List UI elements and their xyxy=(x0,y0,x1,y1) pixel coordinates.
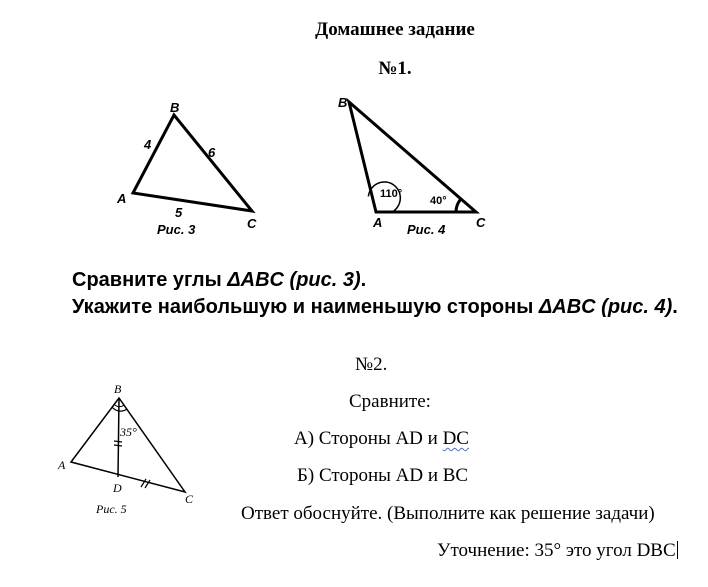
triangle-abc-fig5 xyxy=(71,398,185,492)
fig3-side-ac: 5 xyxy=(175,205,183,220)
task2-justify: Ответ обоснуйте. (Выполните как решение задачи) xyxy=(241,503,655,524)
task2-clarification-line xyxy=(437,540,678,562)
segment-bd xyxy=(118,398,119,477)
task2-item-a-dc: DC xyxy=(442,428,469,449)
task1-instruction-1 xyxy=(72,268,366,292)
triangle-abc-fig3 xyxy=(133,115,252,211)
task1-line1-triangle: ΔABC xyxy=(227,269,284,291)
fig4-vertex-a: A xyxy=(373,215,383,230)
task1-line2-triangle: ΔABC xyxy=(538,296,596,318)
fig3-vertex-b: B xyxy=(170,100,180,115)
fig5-vertex-a: A xyxy=(58,458,66,472)
fig3-vertex-a: A xyxy=(117,191,127,206)
task1-line1-prefix: Сравните углы xyxy=(72,269,228,291)
fig4-angle-c: 40° xyxy=(430,195,447,207)
fig5-vertex-b: B xyxy=(114,382,122,396)
task2-item-b: Б) Стороны AD и BC xyxy=(297,465,469,486)
fig4-angle-a: 110° xyxy=(380,188,403,200)
figure-4 xyxy=(330,90,500,240)
task1-line2-end: . xyxy=(672,296,678,318)
fig4-caption: Рис. 4 xyxy=(407,222,446,237)
text-cursor xyxy=(677,541,678,559)
page-title: Домашнее задание xyxy=(315,19,475,40)
task1-line2-ref: (рис. 4) xyxy=(595,296,673,318)
task1-number: №1. xyxy=(378,58,412,79)
figure-5 xyxy=(50,378,210,518)
task1-line1-end: . xyxy=(360,269,367,291)
figure-3 xyxy=(100,95,280,245)
fig4-vertex-c: C xyxy=(476,215,486,230)
fig4-vertex-b: B xyxy=(338,95,348,110)
fig5-vertex-c: C xyxy=(185,492,194,506)
task2-number: №2. xyxy=(355,354,388,375)
fig5-angle: 35° xyxy=(120,425,137,439)
fig5-caption: Рис. 5 xyxy=(96,502,127,516)
tick-ad-1 xyxy=(114,441,122,442)
fig3-side-bc: 6 xyxy=(208,145,216,160)
angle-c-arc xyxy=(456,200,460,212)
task2-item-a-prefix: А) Стороны AD и xyxy=(294,428,443,449)
task1-instruction-2 xyxy=(72,295,678,319)
fig3-caption: Рис. 3 xyxy=(157,222,196,237)
task2-compare: Сравните: xyxy=(349,391,431,412)
task1-line1-ref: (рис. 3) xyxy=(284,269,361,291)
task2-item-a xyxy=(294,428,469,450)
task2-clarification: Уточнение: 35° это угол DBC xyxy=(437,540,676,561)
fig3-vertex-c: C xyxy=(247,216,257,231)
fig5-vertex-d: D xyxy=(113,481,122,495)
fig3-side-ab: 4 xyxy=(144,137,152,152)
task1-line2-prefix: Укажите наибольшую и наименьшую стороны xyxy=(72,296,539,318)
tick-ad-2 xyxy=(114,445,122,446)
